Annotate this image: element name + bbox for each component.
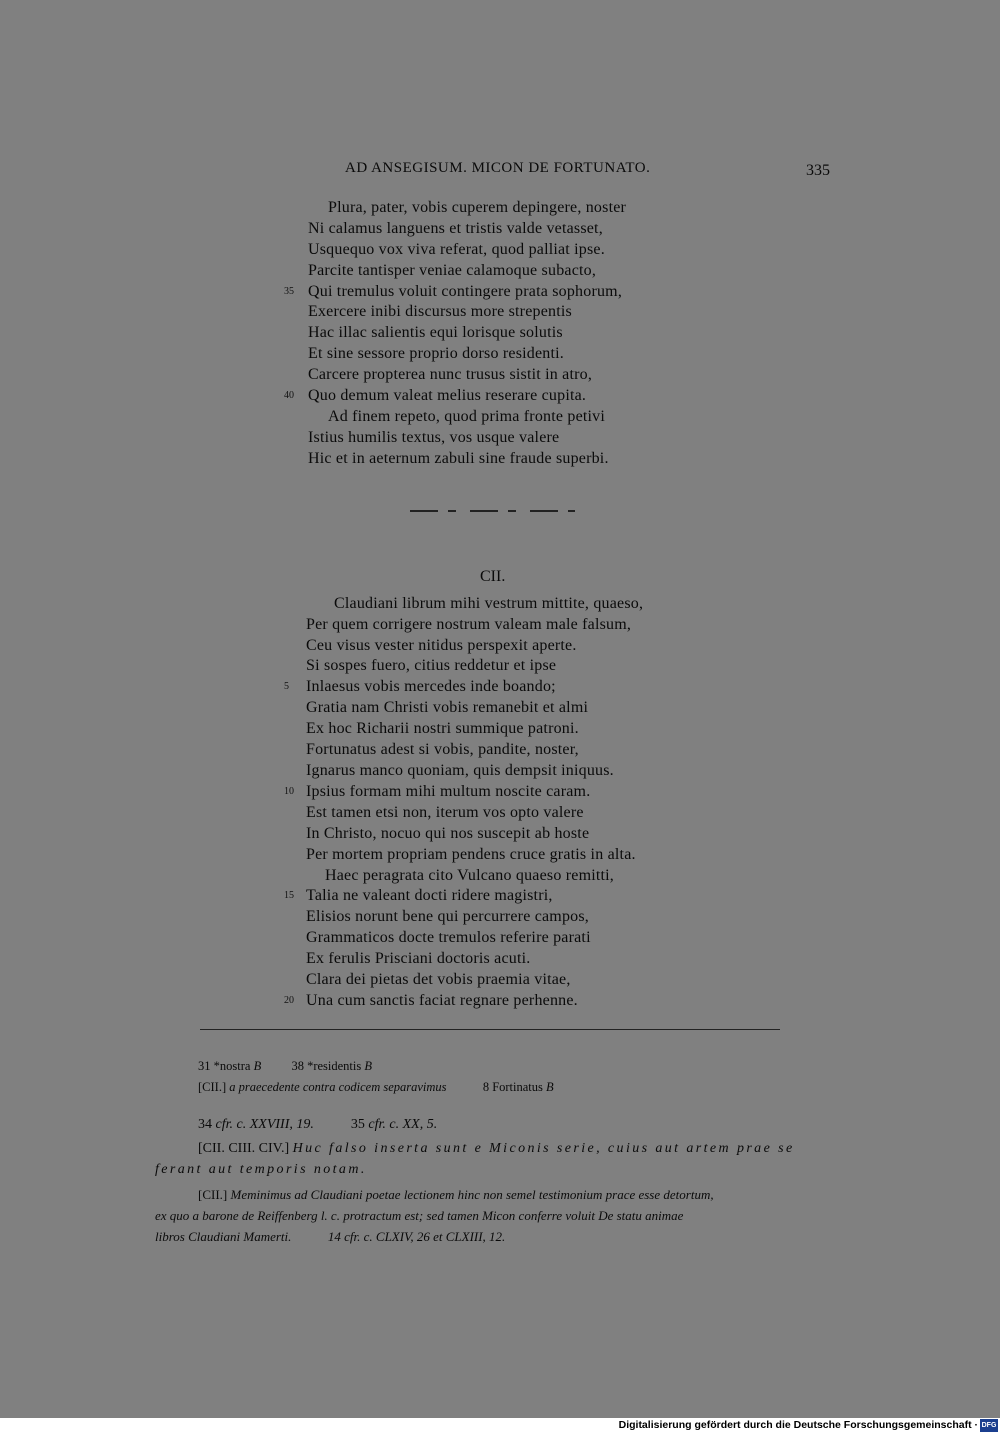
verse-line: Haec peragrata cito Vulcano quaeso remitti, [325, 867, 614, 884]
section-divider [410, 510, 575, 512]
notes-line-5 [155, 1208, 683, 1224]
siglum: B [546, 1080, 554, 1094]
verse-line: Ad finem repeto, quod prima fronte petivi [328, 408, 606, 425]
verse-line: Carcere propterea nunc trusus sistit in atro, [308, 366, 593, 383]
apparatus-line-2 [198, 1080, 554, 1095]
line-number: 35 [284, 286, 294, 297]
verse-line: Ceu visus vester nitidus perspexit aperte. [306, 637, 577, 654]
verse-line: Ex hoc Richarii nostri summique patroni. [306, 720, 579, 737]
verse-line: Ignarus manco quoniam, quis dempsit iniquus. [306, 762, 614, 779]
page-number: 335 [806, 162, 830, 179]
note-text: ex quo a barone de Reiffenberg l. c. protractum est; sed tamen Micon conferre voluit De statu animae [155, 1208, 684, 1223]
verse-line: Grammaticos docte tremulos referire parati [306, 929, 591, 946]
notes-line-4 [198, 1187, 714, 1203]
note-label: [CII.] [198, 1187, 228, 1202]
verse-line: Est tamen etsi non, iterum vos opto valere [306, 804, 584, 821]
variant-note: a praecedente contra codicem separavimus [229, 1080, 447, 1094]
poem-heading: CII. [480, 568, 506, 585]
verse-line: Inlaesus vobis mercedes inde boando; [306, 678, 556, 695]
funding-credit: Digitalisierung gefördert durch die Deutsche Forschungsgemeinschaft · [618, 1419, 978, 1431]
verse-line: Fortunatus adest si vobis, pandite, noster, [306, 741, 579, 758]
note-text: Meminimus ad Claudiani poetae lectionem hinc non semel testimonium prace esse detortum, [230, 1187, 714, 1202]
notes-line-6 [155, 1229, 505, 1245]
verse-line: In Christo, nocuo qui nos suscepit ab hoste [306, 825, 590, 842]
apparatus-rule [200, 1029, 780, 1030]
verse-line: Per quem corrigere nostrum valeam male falsum, [306, 616, 632, 633]
dfg-logo: DFG [980, 1419, 998, 1432]
verse-line: Et sine sessore proprio dorso residenti. [308, 345, 564, 362]
line-number: 10 [284, 786, 294, 797]
verse-line: Hac illac salientis equi lorisque solutis [308, 324, 563, 341]
verse-line: Plura, pater, vobis cuperem depingere, noster [328, 199, 627, 216]
notes-line-2 [198, 1141, 795, 1157]
verse-line: Una cum sanctis faciat regnare perhenne. [306, 992, 578, 1009]
line-number: 20 [284, 995, 294, 1006]
verse-line: Parcite tantisper veniae calamoque subacto, [308, 262, 597, 279]
cfr: cfr. c. [215, 1117, 247, 1132]
ref-value: XX, 5. [402, 1117, 438, 1132]
variant-note: 38 *residentis [291, 1059, 362, 1073]
verse-line: Elisios norunt bene qui percurrere campos, [306, 908, 589, 925]
verse-line: Quo demum valeat melius reserare cupita. [308, 387, 587, 404]
verse-line: Ipsius formam mihi multum noscite caram. [306, 783, 591, 800]
notes-line-3 [155, 1162, 367, 1178]
verse-line: Ni calamus languens et tristis valde vetasset, [308, 220, 603, 237]
verse-line: Ex ferulis Prisciani doctoris acuti. [306, 950, 531, 967]
verse-line: Per mortem propriam pendens cruce gratis in alta. [306, 846, 636, 863]
ref-number: 35 [350, 1117, 365, 1132]
line-number: 40 [284, 390, 294, 401]
verse-line: Gratia nam Christi vobis remanebit et almi [306, 699, 589, 716]
verse-line: Hic et in aeternum zabuli sine fraude superbi. [308, 450, 609, 467]
variant-note: 8 Fortinatus [482, 1080, 543, 1094]
note-text: ferant aut temporis notam. [155, 1162, 367, 1177]
verse-line: Talia ne valeant docti ridere magistri, [306, 887, 553, 904]
note-label: [CII. CIII. CIV.] [198, 1141, 290, 1156]
verse-line: Usquequo vox viva referat, quod palliat ipse. [308, 241, 605, 258]
verse-line: Qui tremulus voluit contingere prata sophorum, [308, 283, 623, 300]
variant-note: 31 *nostra [198, 1059, 251, 1073]
siglum: B [253, 1059, 262, 1073]
verse-line: Istius humilis textus, vos usque valere [308, 429, 560, 446]
verse-line: Si sospes fuero, citius reddetur et ipse [306, 657, 557, 674]
line-number: 5 [284, 681, 289, 692]
verse-line: Claudiani librum mihi vestrum mittite, quaeso, [334, 595, 644, 612]
siglum: B [364, 1059, 373, 1073]
running-header: AD ANSEGISUM. MICON DE FORTUNATO. [345, 160, 651, 176]
verse-line: Clara dei pietas det vobis praemia vitae, [306, 971, 571, 988]
line-number: 15 [284, 890, 294, 901]
verse-line: Exercere inibi discursus more strepentis [308, 303, 572, 320]
apparatus-line-1 [198, 1059, 372, 1074]
ref-number: 34 [198, 1117, 212, 1132]
note-text: libros Claudiani Mamerti. [155, 1229, 292, 1244]
ref-value: XXVIII, 19. [249, 1117, 314, 1132]
cfr: cfr. c. [368, 1117, 400, 1132]
notes-line-1 [198, 1117, 437, 1133]
apparatus-label: [CII.] [198, 1080, 227, 1094]
note-text: Huc falso inserta sunt e Miconis serie, cuius aut artem prae se [292, 1141, 795, 1156]
note-ref: 14 cfr. c. CLXIV, 26 et CLXIII, 12. [327, 1229, 506, 1244]
